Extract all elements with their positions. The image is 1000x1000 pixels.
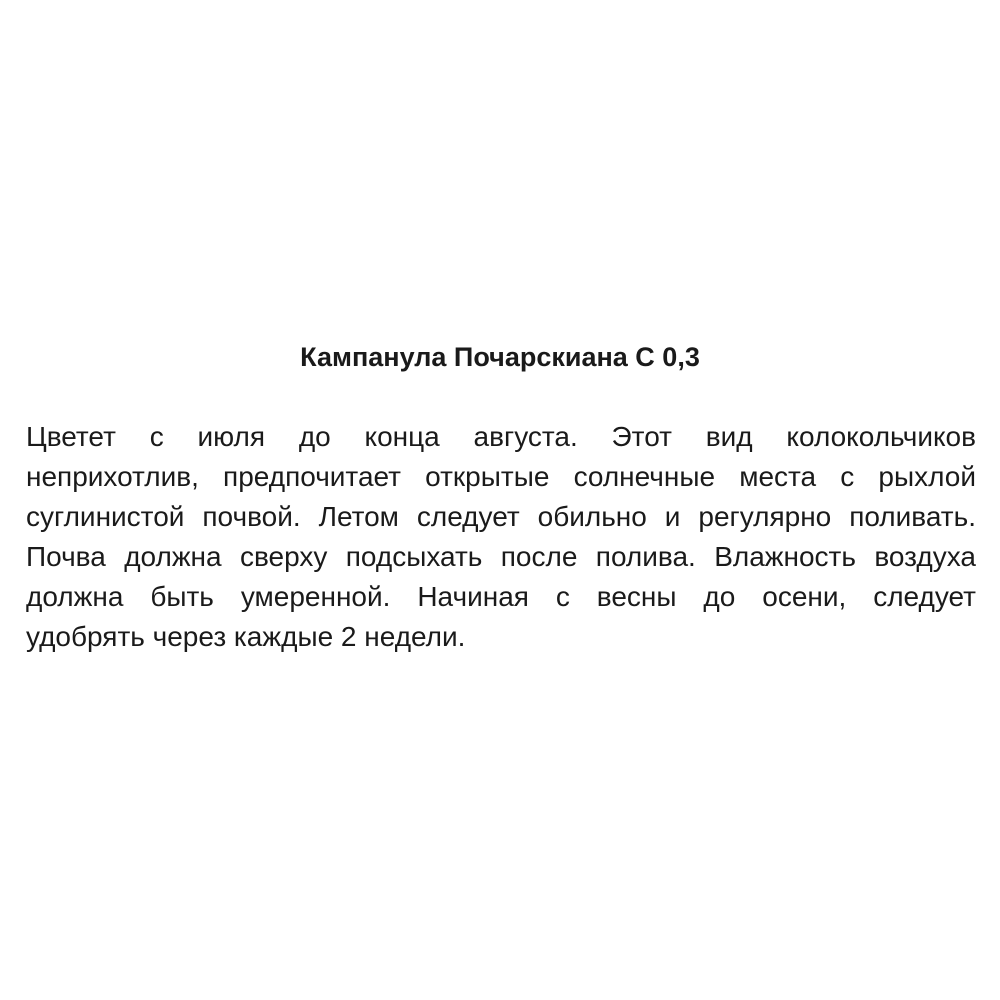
- body-line: неприхотлив, предпочитает открытые солнечные места с рыхлой: [26, 461, 976, 492]
- document-title: Кампанула Почарскиана С 0,3: [300, 342, 700, 372]
- body-line: Цветет с июля до конца августа. Этот вид колокольчиков: [26, 421, 976, 452]
- body-line: удобрять через каждые 2 недели.: [26, 621, 466, 652]
- document-body: [26, 417, 976, 657]
- body-line: должна быть умеренной. Начиная с весны до осени, следует: [26, 581, 976, 612]
- body-line: суглинистой почвой. Летом следует обильно и регулярно поливать.: [26, 501, 976, 532]
- body-line: Почва должна сверху подсыхать после полива. Влажность воздуха: [26, 541, 976, 572]
